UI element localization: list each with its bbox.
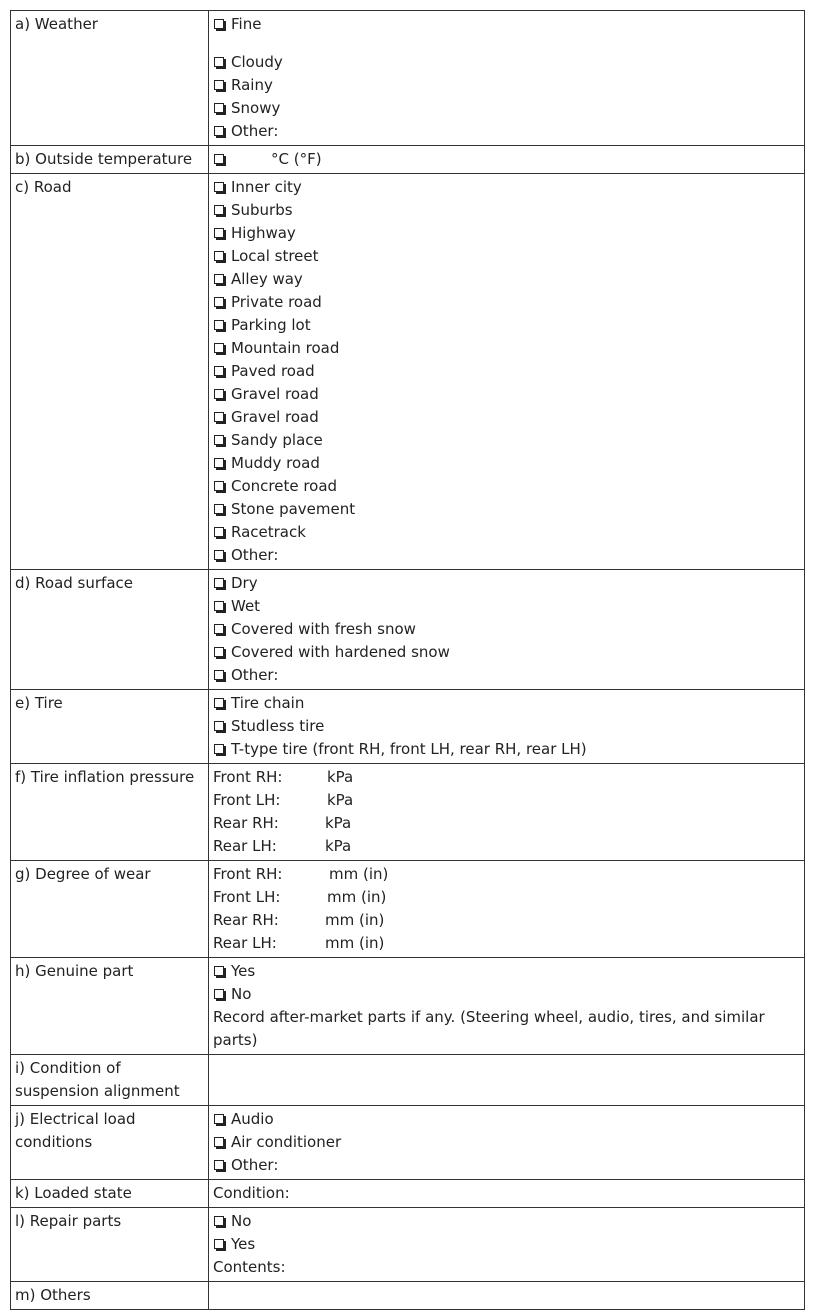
electrical-load-label: j) Electrical load conditions bbox=[11, 1106, 209, 1180]
checkbox-icon[interactable] bbox=[214, 228, 224, 238]
checkbox-icon[interactable] bbox=[214, 19, 224, 29]
row-weather bbox=[11, 11, 805, 146]
pressure-row bbox=[213, 766, 800, 789]
road-surface-label: d) Road surface bbox=[11, 570, 209, 690]
checkbox-icon[interactable] bbox=[214, 481, 224, 491]
checkbox-option[interactable]: Sandy place bbox=[213, 429, 800, 452]
tire-inflation-pressure-fields bbox=[209, 764, 805, 861]
repair-parts-options bbox=[209, 1208, 805, 1282]
checkbox-option[interactable]: Cloudy bbox=[213, 51, 800, 74]
loaded-state-field[interactable] bbox=[209, 1180, 805, 1208]
loaded-state-label: k) Loaded state bbox=[11, 1180, 209, 1208]
vehicle-condition-form bbox=[10, 10, 805, 1310]
checkbox-icon[interactable] bbox=[214, 205, 224, 215]
outside-temperature-field bbox=[209, 146, 805, 174]
checkbox-icon[interactable] bbox=[214, 343, 224, 353]
degree-of-wear-label: g) Degree of wear bbox=[11, 861, 209, 958]
checkbox-option[interactable]: Yes bbox=[213, 1233, 800, 1256]
checkbox-icon[interactable] bbox=[214, 989, 224, 999]
checkbox-icon[interactable] bbox=[214, 504, 224, 514]
checkbox-option[interactable]: Tire chain bbox=[213, 692, 800, 715]
road-options bbox=[209, 174, 805, 570]
checkbox-icon[interactable] bbox=[214, 601, 224, 611]
pressure-unit: kPa bbox=[327, 768, 354, 786]
checkbox-icon[interactable] bbox=[214, 527, 224, 537]
checkbox-option[interactable]: Other: bbox=[213, 544, 800, 567]
tire-position: Front RH: bbox=[213, 768, 283, 786]
checkbox-option[interactable]: Local street bbox=[213, 245, 800, 268]
checkbox-option[interactable]: Private road bbox=[213, 291, 800, 314]
tire-position: Front LH: bbox=[213, 791, 281, 809]
electrical-load-options bbox=[209, 1106, 805, 1180]
wear-row bbox=[213, 932, 800, 955]
pressure-unit: kPa bbox=[325, 837, 352, 855]
checkbox-option[interactable]: Inner city bbox=[213, 176, 800, 199]
checkbox-option[interactable]: Yes bbox=[213, 960, 800, 983]
row-tire bbox=[11, 690, 805, 764]
checkbox-icon[interactable] bbox=[214, 1114, 224, 1124]
checkbox-icon[interactable] bbox=[214, 578, 224, 588]
checkbox-icon[interactable] bbox=[214, 624, 224, 634]
checkbox-icon[interactable] bbox=[214, 103, 224, 113]
checkbox-option[interactable]: Wet bbox=[213, 595, 800, 618]
wear-row bbox=[213, 909, 800, 932]
checkbox-icon[interactable] bbox=[214, 458, 224, 468]
checkbox-icon[interactable] bbox=[214, 1239, 224, 1249]
checkbox-icon[interactable] bbox=[214, 320, 224, 330]
checkbox-option[interactable]: Other: bbox=[213, 120, 800, 143]
others-field[interactable] bbox=[209, 1282, 805, 1310]
checkbox-icon[interactable] bbox=[214, 182, 224, 192]
others-label: m) Others bbox=[11, 1282, 209, 1310]
pressure-row bbox=[213, 835, 800, 858]
outside-temperature-label: b) Outside temperature bbox=[11, 146, 209, 174]
checkbox-icon[interactable] bbox=[214, 412, 224, 422]
row-others bbox=[11, 1282, 805, 1310]
row-road bbox=[11, 174, 805, 570]
row-electrical-load bbox=[11, 1106, 805, 1180]
pressure-unit: kPa bbox=[327, 791, 354, 809]
wear-unit: mm (in) bbox=[327, 888, 387, 906]
temperature-unit: °C (°F) bbox=[271, 150, 322, 168]
pressure-unit: kPa bbox=[325, 814, 352, 832]
checkbox-option[interactable]: Air conditioner bbox=[213, 1131, 800, 1154]
checkbox-option[interactable]: Parking lot bbox=[213, 314, 800, 337]
wear-row bbox=[213, 863, 800, 886]
row-outside-temperature bbox=[11, 146, 805, 174]
row-road-surface bbox=[11, 570, 805, 690]
tire-inflation-pressure-label: f) Tire inflation pressure bbox=[11, 764, 209, 861]
checkbox-option[interactable]: Studless tire bbox=[213, 715, 800, 738]
checkbox-icon[interactable] bbox=[214, 1137, 224, 1147]
checkbox-icon[interactable] bbox=[214, 550, 224, 560]
genuine-part-label: h) Genuine part bbox=[11, 958, 209, 1055]
checkbox-icon[interactable] bbox=[214, 154, 224, 164]
checkbox-icon[interactable] bbox=[214, 251, 224, 261]
road-label: c) Road bbox=[11, 174, 209, 570]
row-degree-of-wear bbox=[11, 861, 805, 958]
checkbox-icon[interactable] bbox=[214, 126, 224, 136]
checkbox-option[interactable] bbox=[213, 148, 800, 171]
wear-row bbox=[213, 886, 800, 909]
pressure-row bbox=[213, 789, 800, 812]
checkbox-icon[interactable] bbox=[214, 366, 224, 376]
checkbox-icon[interactable] bbox=[214, 389, 224, 399]
checkbox-option[interactable]: Covered with fresh snow bbox=[213, 618, 800, 641]
tire-label: e) Tire bbox=[11, 690, 209, 764]
checkbox-option[interactable]: Muddy road bbox=[213, 452, 800, 475]
checkbox-option[interactable]: Covered with hardened snow bbox=[213, 641, 800, 664]
checkbox-option[interactable]: Suburbs bbox=[213, 199, 800, 222]
checkbox-option[interactable]: Gravel road bbox=[213, 383, 800, 406]
genuine-part-options bbox=[209, 958, 805, 1055]
tire-position: Rear RH: bbox=[213, 814, 279, 832]
row-repair-parts bbox=[11, 1208, 805, 1282]
checkbox-option[interactable]: No bbox=[213, 983, 800, 1006]
weather-options bbox=[209, 11, 805, 146]
after-market-note: Record after-market parts if any. (Steering wheel, audio, tires, and similar parts) bbox=[213, 1008, 765, 1049]
checkbox-option[interactable]: Snowy bbox=[213, 97, 800, 120]
row-loaded-state bbox=[11, 1180, 805, 1208]
weather-label: a) Weather bbox=[11, 11, 209, 146]
checkbox-icon[interactable] bbox=[214, 744, 224, 754]
checkbox-option[interactable]: Gravel road bbox=[213, 406, 800, 429]
suspension-alignment-label: i) Condition of suspension alignment bbox=[11, 1055, 209, 1106]
tire-position: Front LH: bbox=[213, 888, 281, 906]
tire-options bbox=[209, 690, 805, 764]
checkbox-option[interactable]: Alley way bbox=[213, 268, 800, 291]
checkbox-icon[interactable] bbox=[214, 1160, 224, 1170]
checkbox-icon[interactable] bbox=[214, 297, 224, 307]
checkbox-option[interactable]: Paved road bbox=[213, 360, 800, 383]
wear-unit: mm (in) bbox=[329, 865, 389, 883]
contents-label: Contents: bbox=[213, 1258, 286, 1276]
checkbox-option[interactable]: Mountain road bbox=[213, 337, 800, 360]
wear-unit: mm (in) bbox=[325, 934, 385, 952]
row-suspension-alignment bbox=[11, 1055, 805, 1106]
tire-position: Rear LH: bbox=[213, 934, 277, 952]
checkbox-option[interactable]: T-type tire (front RH, front LH, rear RH, rear LH) bbox=[213, 738, 800, 761]
suspension-alignment-field[interactable] bbox=[209, 1055, 805, 1106]
checkbox-option[interactable]: Dry bbox=[213, 572, 800, 595]
tire-position: Rear LH: bbox=[213, 837, 277, 855]
degree-of-wear-fields bbox=[209, 861, 805, 958]
checkbox-icon[interactable] bbox=[214, 435, 224, 445]
checkbox-icon[interactable] bbox=[214, 966, 224, 976]
checkbox-option[interactable]: Highway bbox=[213, 222, 800, 245]
checkbox-option[interactable]: Concrete road bbox=[213, 475, 800, 498]
checkbox-option[interactable]: No bbox=[213, 1210, 800, 1233]
checkbox-icon[interactable] bbox=[214, 57, 224, 67]
checkbox-icon[interactable] bbox=[214, 1216, 224, 1226]
checkbox-icon[interactable] bbox=[214, 274, 224, 284]
tire-position: Front RH: bbox=[213, 865, 283, 883]
row-tire-inflation-pressure bbox=[11, 764, 805, 861]
condition-label: Condition: bbox=[213, 1184, 290, 1202]
checkbox-option[interactable]: Rainy bbox=[213, 74, 800, 97]
wear-unit: mm (in) bbox=[325, 911, 385, 929]
checkbox-icon[interactable] bbox=[214, 647, 224, 657]
checkbox-option[interactable]: Stone pavement bbox=[213, 498, 800, 521]
checkbox-icon[interactable] bbox=[214, 698, 224, 708]
pressure-row bbox=[213, 812, 800, 835]
road-surface-options bbox=[209, 570, 805, 690]
row-genuine-part bbox=[11, 958, 805, 1055]
checkbox-icon[interactable] bbox=[214, 670, 224, 680]
checkbox-option[interactable]: Other: bbox=[213, 664, 800, 687]
checkbox-option[interactable]: Fine bbox=[213, 13, 800, 36]
checkbox-option[interactable]: Racetrack bbox=[213, 521, 800, 544]
checkbox-icon[interactable] bbox=[214, 80, 224, 90]
repair-parts-label: l) Repair parts bbox=[11, 1208, 209, 1282]
tire-position: Rear RH: bbox=[213, 911, 279, 929]
checkbox-option[interactable]: Audio bbox=[213, 1108, 800, 1131]
checkbox-option[interactable]: Other: bbox=[213, 1154, 800, 1177]
checkbox-icon[interactable] bbox=[214, 721, 224, 731]
